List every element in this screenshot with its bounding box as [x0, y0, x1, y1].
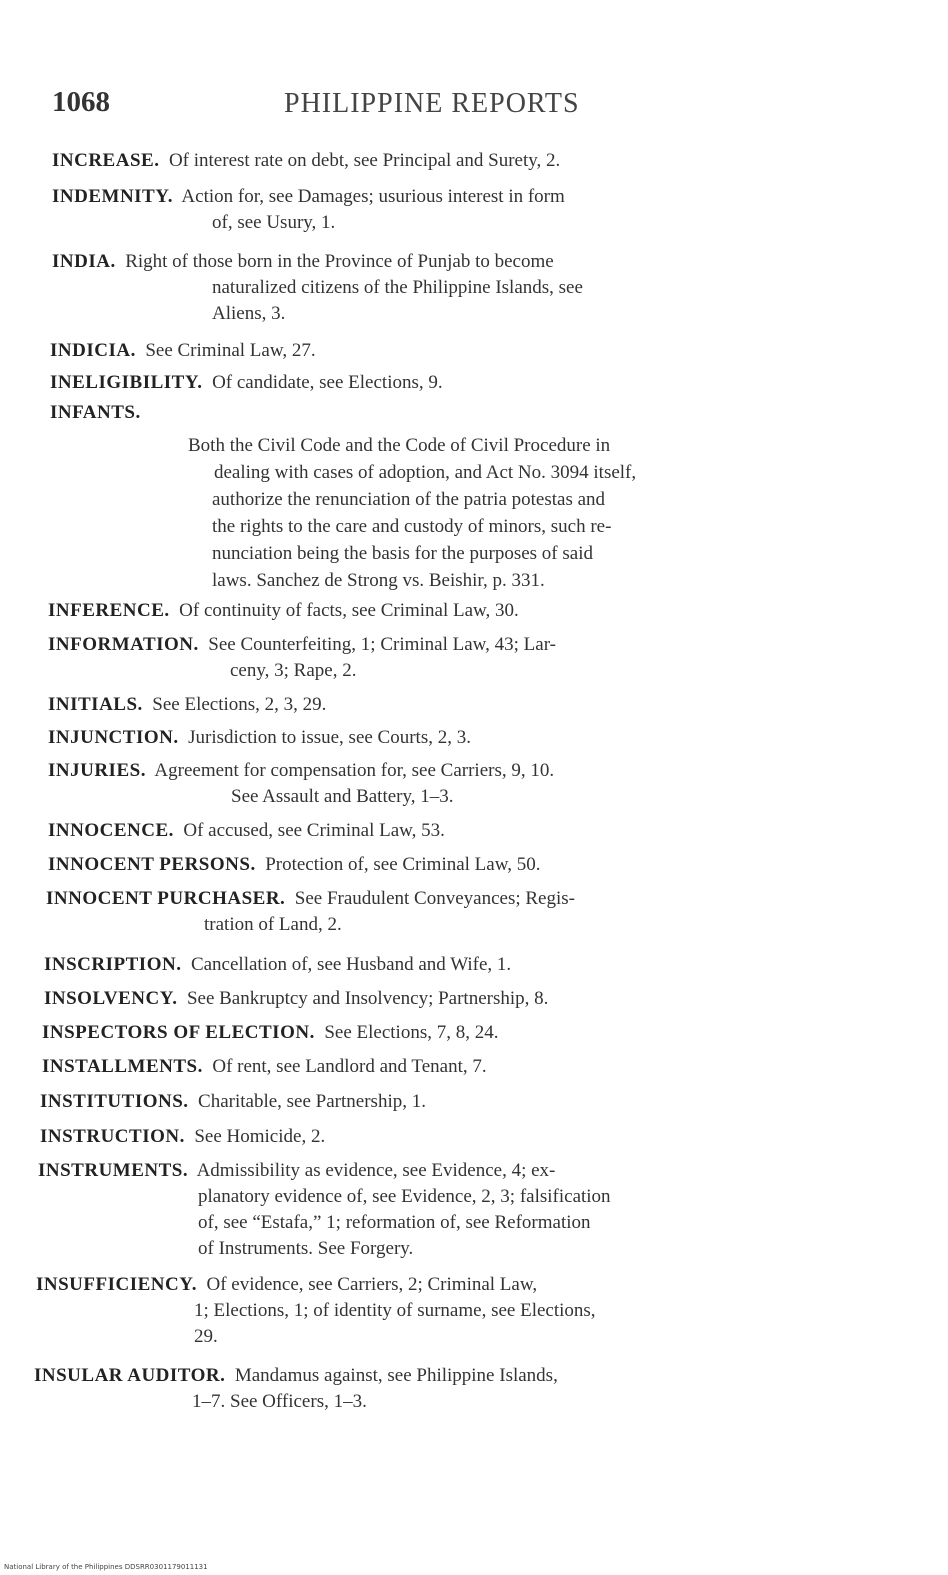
entry-line: Of accused, see Criminal Law, 53.: [183, 820, 445, 841]
entry-head: INSCRIPTION.: [44, 954, 182, 975]
entry-line: 29.: [194, 1326, 218, 1347]
entry-line: See Counterfeiting, 1; Criminal Law, 43; Lar-: [208, 634, 556, 655]
index-entry: [38, 1158, 611, 1262]
entry-line: See Assault and Battery, 1–3.: [231, 786, 454, 807]
entry-line: Charitable, see Partnership, 1.: [198, 1091, 426, 1112]
page-header: [52, 86, 652, 126]
entry-head: INCREASE.: [52, 150, 160, 171]
entry-head: INJUNCTION.: [48, 727, 179, 748]
entry-head: INITIALS.: [48, 694, 143, 715]
entry-line: planatory evidence of, see Evidence, 2, 3; falsification: [198, 1186, 611, 1207]
footer-credit: National Library of the Philippines DDSRR0301179011131: [4, 1563, 208, 1571]
entry-line: Of continuity of facts, see Criminal Law, 30.: [179, 600, 519, 621]
entry-head: INNOCENCE.: [48, 820, 174, 841]
entry-head: INDIA.: [52, 251, 116, 272]
entry-line: Of rent, see Landlord and Tenant, 7.: [212, 1056, 487, 1077]
entry-line: of, see “Estafa,” 1; reformation of, see Reformation: [198, 1212, 591, 1233]
entry-line: of, see Usury, 1.: [212, 212, 336, 233]
entry-head: INFERENCE.: [48, 600, 170, 621]
entry-head: INNOCENT PURCHASER.: [46, 888, 286, 909]
index-entry: [48, 818, 445, 844]
entry-line: ceny, 3; Rape, 2.: [230, 660, 357, 681]
index-entry: [52, 249, 583, 327]
index-entry: [48, 725, 471, 751]
entry-line: Agreement for compensation for, see Carriers, 9, 10.: [154, 760, 555, 781]
entry-line: See Bankruptcy and Insolvency; Partnership, 8.: [186, 988, 549, 1009]
entry-line: Cancellation of, see Husband and Wife, 1.: [190, 954, 512, 975]
entry-line: Of interest rate on debt, see Principal and Surety, 2.: [168, 150, 561, 171]
index-entry: [44, 986, 548, 1012]
entry-line: Aliens, 3.: [212, 303, 286, 324]
index-entry: [50, 370, 443, 396]
paragraph-line: Both the Civil Code and the Code of Civil Procedure in: [188, 435, 611, 456]
entry-head: INSPECTORS OF ELECTION.: [42, 1022, 315, 1043]
entry-line: See Criminal Law, 27.: [145, 340, 316, 361]
index-entry: [34, 1363, 558, 1415]
entry-line: Of evidence, see Carriers, 2; Criminal Law,: [206, 1274, 538, 1295]
index-entry: [48, 758, 554, 810]
paragraph-line: authorize the renunciation of the patria potestas and: [212, 489, 606, 510]
index-entry: [44, 952, 511, 978]
entry-head: INDEMNITY.: [52, 186, 173, 207]
entry-head: INELIGIBILITY.: [50, 372, 203, 393]
index-entry: [50, 400, 141, 426]
entry-line: naturalized citizens of the Philippine Islands, see: [212, 277, 583, 298]
paragraph-line: laws. Sanchez de Strong vs. Beishir, p. 331.: [212, 570, 545, 591]
entry-line: See Fraudulent Conveyances; Regis-: [294, 888, 575, 909]
entry-head: INNOCENT PERSONS.: [48, 854, 256, 875]
index-entry: [40, 1124, 325, 1150]
index-entry: [36, 1272, 596, 1350]
entry-line: of Instruments. See Forgery.: [198, 1238, 414, 1259]
entry-head: INSTALLMENTS.: [42, 1056, 203, 1077]
entry-line: See Elections, 2, 3, 29.: [152, 694, 327, 715]
entry-head: INSOLVENCY.: [44, 988, 178, 1009]
paragraph-line: the rights to the care and custody of minors, such re-: [212, 516, 612, 537]
entry-head: INSTITUTIONS.: [40, 1091, 189, 1112]
entry-line: Jurisdiction to issue, see Courts, 2, 3.: [188, 727, 471, 748]
index-entry: [48, 852, 540, 878]
index-entry: [42, 1054, 487, 1080]
paragraph-line: dealing with cases of adoption, and Act No. 3094 itself,: [214, 462, 637, 483]
index-entry: [50, 338, 316, 364]
entry-head: INSTRUMENTS.: [38, 1160, 189, 1181]
entry-line: tration of Land, 2.: [204, 914, 342, 935]
entry-head: INJURIES.: [48, 760, 146, 781]
entry-line: Action for, see Damages; usurious interest in form: [181, 186, 565, 207]
index-entry: [48, 692, 326, 718]
index-entry: [48, 598, 519, 624]
entry-line: Admissibility as evidence, see Evidence, 4; ex-: [196, 1160, 556, 1181]
entry-line: See Homicide, 2.: [194, 1126, 326, 1147]
index-entry: [40, 1089, 426, 1115]
entry-line: 1–7. See Officers, 1–3.: [192, 1391, 367, 1412]
entry-head: INSTRUCTION.: [40, 1126, 185, 1147]
entry-head: INSULAR AUDITOR.: [34, 1365, 226, 1386]
infants-paragraph: [188, 432, 868, 594]
entry-head: INDICIA.: [50, 340, 136, 361]
index-entry: [52, 148, 560, 174]
entry-head: INFORMATION.: [48, 634, 199, 655]
index-entry: [42, 1020, 498, 1046]
index-entry: [48, 632, 556, 684]
index-entry: [46, 886, 575, 938]
index-entry: [52, 184, 565, 236]
entry-line: Right of those born in the Province of Punjab to become: [125, 251, 554, 272]
entry-line: See Elections, 7, 8, 24.: [324, 1022, 499, 1043]
entry-line: 1; Elections, 1; of identity of surname, see Elections,: [194, 1300, 596, 1321]
entry-line: Mandamus against, see Philippine Islands,: [234, 1365, 558, 1386]
page-number: 1068: [52, 86, 110, 118]
entry-line: Of candidate, see Elections, 9.: [212, 372, 443, 393]
entry-line: Protection of, see Criminal Law, 50.: [265, 854, 541, 875]
entry-head: INSUFFICIENCY.: [36, 1274, 197, 1295]
paragraph-line: nunciation being the basis for the purposes of said: [212, 543, 593, 564]
entry-head: INFANTS.: [50, 402, 141, 423]
running-title: PHILIPPINE REPORTS: [284, 88, 580, 119]
